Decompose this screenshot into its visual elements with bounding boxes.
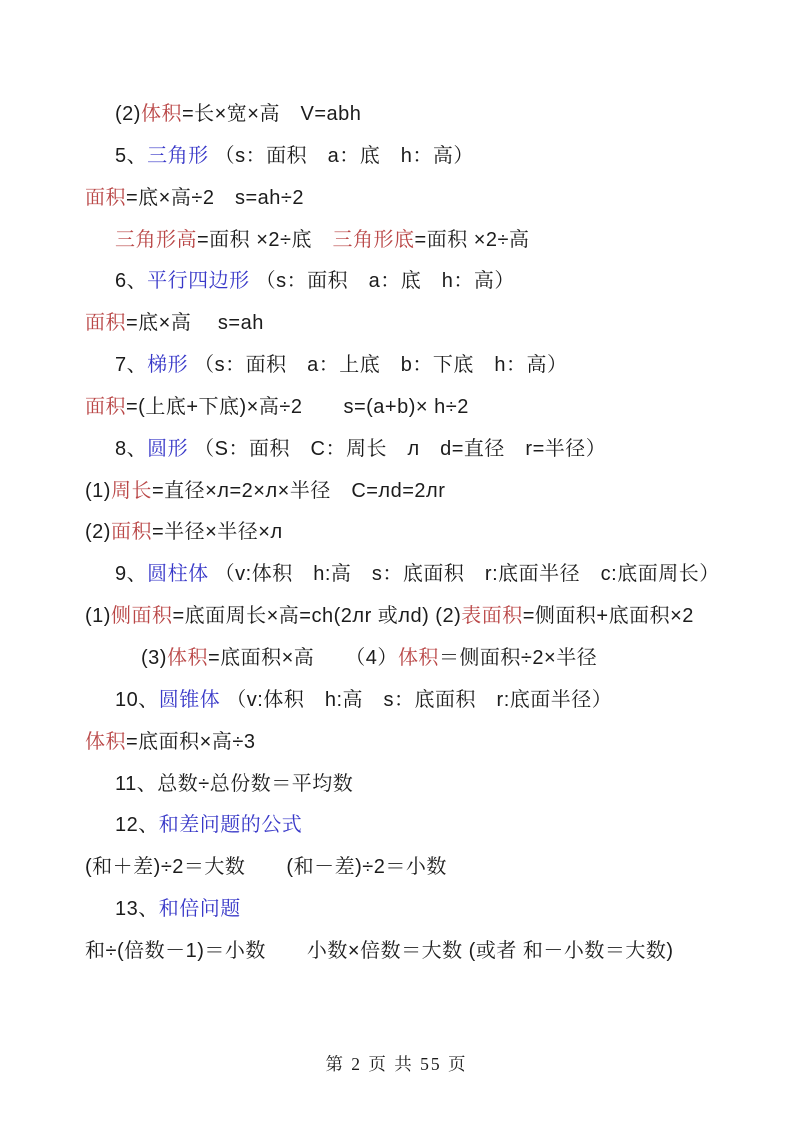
text-line <box>85 471 738 513</box>
text-segment: 和差问题的公式 <box>158 814 303 837</box>
text-segment: 面积 <box>85 395 126 418</box>
text-line <box>85 136 738 178</box>
text-segment: =侧面积+底面积×2 <box>522 605 694 628</box>
text-segment: (2) <box>115 103 141 125</box>
text-segment: 面积 <box>85 186 126 209</box>
text-segment: 和倍问题 <box>158 898 241 921</box>
text-line <box>85 554 738 596</box>
text-line <box>85 847 738 889</box>
text-line <box>85 722 738 764</box>
text-segment: （v:体积 h:高 s：底面积 r:底面半径 c:底面周长） <box>208 563 720 586</box>
text-segment: 9、 <box>115 563 148 586</box>
text-segment: =底面积×高 （4） <box>207 646 398 669</box>
text-line <box>85 261 738 303</box>
text-segment: 和÷(倍数－1)＝小数 小数×倍数＝大数 (或者 和－小数＝大数) <box>85 939 674 962</box>
text-segment: 圆形 <box>147 437 189 460</box>
text-segment: （s：面积 a：上底 b：下底 h：高） <box>188 354 568 377</box>
text-segment: 体积 <box>85 730 126 753</box>
text-segment: 平行四边形 <box>147 270 250 293</box>
text-segment: 三角形高 <box>115 228 197 251</box>
text-line <box>85 764 738 806</box>
text-segment: =长×宽×高 V=abh <box>181 103 362 125</box>
text-segment: =底×高÷2 s=ah÷2 <box>126 186 304 209</box>
text-line <box>85 303 738 345</box>
text-segment: （v:体积 h:高 s：底面积 r:底面半径） <box>220 688 613 711</box>
text-segment: 表面积 <box>461 605 523 628</box>
text-segment: （s：面积 a：底 h：高） <box>208 144 474 167</box>
text-segment: （s：面积 a：底 h：高） <box>249 270 515 293</box>
text-segment: =底面周长×高=ch(2лr 或лd) (2) <box>172 605 462 628</box>
text-segment: =底面积×高÷3 <box>126 730 256 753</box>
text-segment: 圆柱体 <box>147 563 209 586</box>
text-line <box>85 387 738 429</box>
text-segment: （S：面积 C：周长 л d=直径 r=半径） <box>188 437 607 460</box>
text-segment: ＝侧面积÷2×半径 <box>438 646 598 669</box>
text-segment: =半径×半径×л <box>151 521 283 544</box>
text-segment: (1) <box>85 479 111 502</box>
text-segment: 12、 <box>115 814 159 837</box>
text-segment: =(上底+下底)×高÷2 s=(a+b)× h÷2 <box>126 395 469 418</box>
text-segment: =直径×л=2×л×半径 C=лd=2лr <box>151 479 446 502</box>
text-line <box>85 220 738 262</box>
text-segment: 13、 <box>115 898 159 921</box>
text-segment: 圆锥体 <box>158 688 221 711</box>
text-segment: 6、 <box>115 270 148 293</box>
text-segment: 三角形 <box>147 144 209 167</box>
text-segment: 11、总数÷总份数＝平均数 <box>115 772 354 795</box>
text-segment: 侧面积 <box>110 605 173 628</box>
text-segment: 三角形底 <box>332 228 415 251</box>
text-segment: 梯形 <box>147 354 189 377</box>
page-footer: 第 2 页 共 55 页 <box>325 1054 468 1074</box>
text-segment: 10、 <box>115 688 159 711</box>
document-content <box>85 94 738 973</box>
text-segment: 体积 <box>166 646 208 669</box>
text-segment: 体积 <box>397 646 439 669</box>
text-segment: 8、 <box>115 437 148 460</box>
text-line <box>85 178 738 220</box>
text-segment: 面积 <box>85 312 126 335</box>
text-line <box>85 345 738 387</box>
text-segment: 面积 <box>110 521 152 544</box>
text-segment: =面积 ×2÷底 <box>197 228 333 251</box>
text-segment: (和＋差)÷2＝大数 (和－差)÷2＝小数 <box>85 856 447 879</box>
text-line <box>85 512 738 554</box>
text-line <box>85 429 738 471</box>
text-segment: (2) <box>85 521 111 544</box>
text-line <box>85 638 738 680</box>
text-segment: 7、 <box>115 354 148 377</box>
text-segment: =底×高 s=ah <box>126 312 264 335</box>
text-segment: =面积 ×2÷高 <box>414 228 530 251</box>
text-segment: 体积 <box>140 103 182 125</box>
text-line <box>85 596 738 638</box>
text-segment: 周长 <box>110 479 152 502</box>
text-line <box>85 680 738 722</box>
text-line <box>85 931 738 973</box>
text-line <box>85 889 738 931</box>
text-line <box>85 94 738 136</box>
text-segment: 5、 <box>115 144 148 167</box>
text-line <box>85 805 738 847</box>
text-segment: (1) <box>85 605 111 628</box>
text-segment: (3) <box>141 646 167 669</box>
